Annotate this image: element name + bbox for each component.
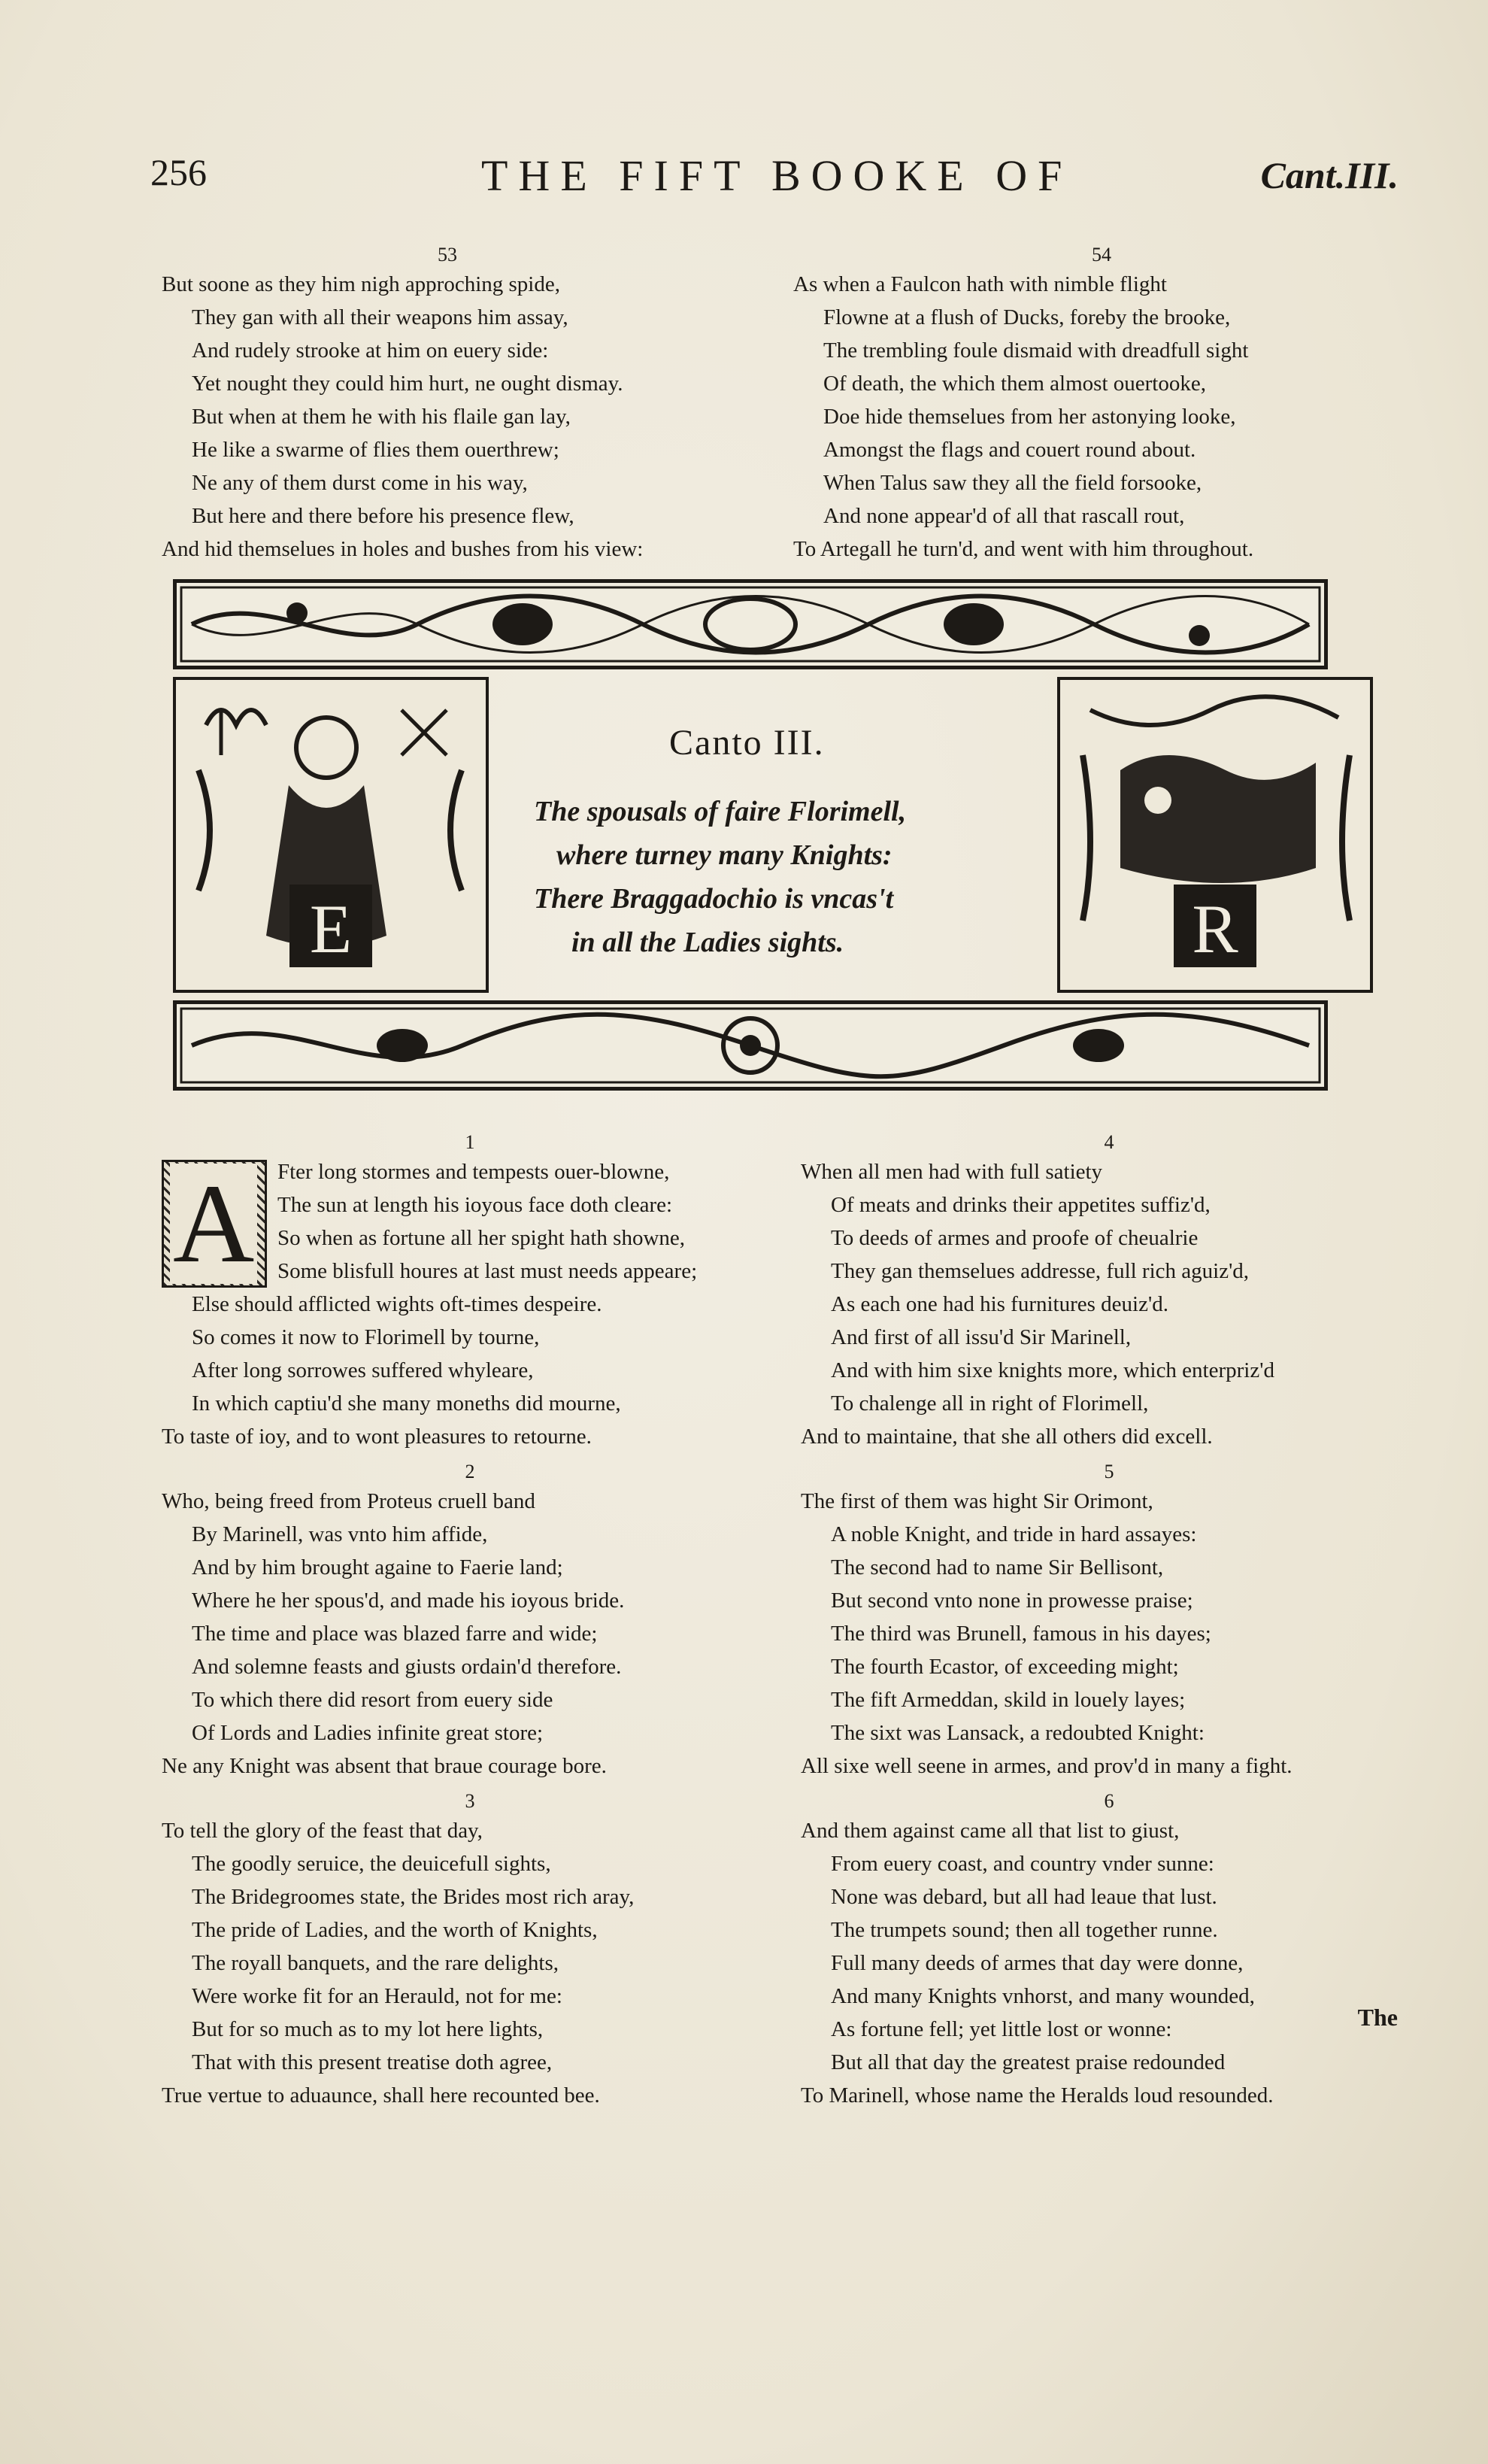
verse-line: Amongst the flags and couert round about. (823, 438, 1196, 462)
verse-line: That with this present treatise doth agree, (192, 2050, 553, 2074)
verse-line: And none appear'd of all that rascall rout, (823, 504, 1185, 528)
argument-line: There Braggadochio is vncas't (534, 883, 894, 915)
verse-line: To deeds of armes and proofe of cheualrie (831, 1226, 1199, 1250)
ornament-panel-left (173, 677, 489, 993)
argument-line: The spousals of faire Florimell, (534, 796, 907, 827)
verse-line: To Artegall he turn'd, and went with him throughout. (793, 537, 1254, 561)
verse-line: The second had to name Sir Bellisont, (831, 1555, 1164, 1579)
stanza-53 (162, 242, 733, 566)
verse-line: True vertue to aduaunce, shall here recounted bee. (162, 2083, 600, 2107)
stanza-1 (162, 1130, 778, 1453)
verse-line: To tell the glory of the feast that day, (162, 1819, 483, 1843)
verse-line: And by him brought againe to Faerie land; (192, 1555, 563, 1579)
initial-letter-left: E (289, 885, 372, 967)
stanza-4 (801, 1130, 1417, 1453)
verse-line: So when as fortune all her spight hath showne, (277, 1226, 686, 1250)
stanza-number: 5 (1104, 1461, 1114, 1482)
stanza-3 (162, 1789, 778, 2112)
ornament-panel-right (1057, 677, 1373, 993)
verse-line: As each one had his furnitures deuiz'd. (831, 1292, 1168, 1316)
verse-line: But all that day the greatest praise redounded (831, 2050, 1226, 2074)
verse-line: From euery coast, and country vnder sunne: (831, 1852, 1214, 1876)
verse-line: So comes it now to Florimell by tourne, (192, 1325, 540, 1349)
verse-line: Doe hide themselues from her astonying looke, (823, 405, 1236, 429)
verse-line: And rudely strooke at him on euery side: (192, 338, 549, 363)
verse-line: The time and place was blazed farre and wide; (192, 1622, 598, 1646)
verse-line: A noble Knight, and tride in hard assayes: (831, 1522, 1197, 1546)
verse-line: The fourth Ecastor, of exceeding might; (831, 1655, 1179, 1679)
argument-line: in all the Ladies sights. (571, 927, 844, 958)
ornament-band-top (173, 579, 1328, 669)
verse-line: To taste of ioy, and to wont pleasures to retourne. (162, 1425, 592, 1449)
stanza-number: 54 (1092, 244, 1111, 266)
verse-line: Some blisfull houres at last must needs appeare; (277, 1259, 698, 1283)
running-title: THE FIFT BOOKE OF (481, 151, 1073, 200)
canto-heading (496, 677, 1050, 993)
verse-line: In which captiu'd she many moneths did mourne, (192, 1391, 621, 1416)
stanza-2 (162, 1459, 778, 1783)
verse-line: Where he her spous'd, and made his ioyous bride. (192, 1589, 625, 1613)
canto-ornament (173, 579, 1328, 1091)
left-column (162, 1130, 778, 2118)
drop-cap-initial: A (162, 1160, 267, 1288)
verse-line: Of death, the which them almost ouertooke, (823, 372, 1206, 396)
stanza-6 (801, 1789, 1417, 2112)
verse-line: The sixt was Lansack, a redoubted Knight: (831, 1721, 1205, 1745)
verse-line: Who, being freed from Proteus cruell band (162, 1489, 535, 1513)
stanza-number: 1 (465, 1131, 475, 1153)
verse-line: The royall banquets, and the rare delights, (192, 1951, 559, 1975)
page-number: 256 (150, 151, 207, 193)
stanza-number: 53 (438, 244, 457, 266)
verse-line: And hid themselues in holes and bushes from his view: (162, 537, 644, 561)
canto-reference: Cant.III. (1260, 154, 1399, 196)
verse-line: The pride of Ladies, and the worth of Knights, (192, 1918, 598, 1942)
verse-line: Full many deeds of armes that day were donne, (831, 1951, 1244, 1975)
canto-title: Canto III. (669, 723, 825, 763)
verse-line: Of Lords and Ladies infinite great store; (192, 1721, 544, 1745)
verse-line: Ne any of them durst come in his way, (192, 471, 528, 495)
verse-line: But soone as they him nigh approching spide, (162, 272, 560, 296)
verse-line: The fift Armeddan, skild in louely layes; (831, 1688, 1186, 1712)
verse-line: The first of them was hight Sir Orimont, (801, 1489, 1153, 1513)
verse-line: By Marinell, was vnto him affide, (192, 1522, 488, 1546)
verse-line: To which there did resort from euery side (192, 1688, 553, 1712)
verse-line: They gan themselues addresse, full rich aguiz'd, (831, 1259, 1250, 1283)
verse-line: The sun at length his ioyous face doth cleare: (277, 1193, 673, 1217)
verse-line: The trembling foule dismaid with dreadfull sight (823, 338, 1249, 363)
stanza-5 (801, 1459, 1417, 1783)
verse-line: Were worke fit for an Herauld, not for me: (192, 1984, 562, 2008)
verse-line: As when a Faulcon hath with nimble flight (793, 272, 1167, 296)
argument-line: where turney many Knights: (556, 839, 892, 871)
verse-line: They gan with all their weapons him assay, (192, 305, 568, 329)
verse-line: Fter long stormes and tempests ouer-blowne, (277, 1160, 670, 1184)
ornament-band-bottom (173, 1000, 1328, 1091)
catchword: The (1357, 2004, 1398, 2031)
verse-line: Of meats and drinks their appetites suffiz'd, (831, 1193, 1211, 1217)
verse-line: And solemne feasts and giusts ordain'd therefore. (192, 1655, 622, 1679)
verse-line: The Bridegroomes state, the Brides most rich aray, (192, 1885, 635, 1909)
verse-line: When Talus saw they all the field forsooke, (823, 471, 1202, 495)
canto-argument (534, 790, 906, 964)
verse-line: The goodly seruice, the deuicefull sights, (192, 1852, 551, 1876)
verse-line: But here and there before his presence flew, (192, 504, 574, 528)
verse-line: As fortune fell; yet little lost or wonne: (831, 2017, 1172, 2041)
verse-line: To Marinell, whose name the Heralds loud resounded. (801, 2083, 1274, 2107)
verse-line: And to maintaine, that she all others did excell. (801, 1425, 1213, 1449)
verse-line: Else should afflicted wights oft-times despeire. (192, 1292, 602, 1316)
verse-line: And many Knights vnhorst, and many wounded, (831, 1984, 1255, 2008)
stanza-number: 6 (1104, 1790, 1114, 1812)
verse-line: Ne any Knight was absent that braue courage bore. (162, 1754, 607, 1778)
vine-scroll-icon (177, 1004, 1324, 1087)
verse-line: All sixe well seene in armes, and prov'd in many a fight. (801, 1754, 1293, 1778)
verse-line: But second vnto none in prowesse praise; (831, 1589, 1193, 1613)
verse-line: And first of all issu'd Sir Marinell, (831, 1325, 1132, 1349)
verse-line: But for so much as to my lot here lights, (192, 2017, 544, 2041)
verse-line: After long sorrowes suffered whyleare, (192, 1358, 534, 1382)
verse-line: And them against came all that list to giust, (801, 1819, 1180, 1843)
verse-line: To chalenge all in right of Florimell, (831, 1391, 1149, 1416)
verse-line: Flowne at a flush of Ducks, foreby the brooke, (823, 305, 1231, 329)
verse-line: The third was Brunell, famous in his dayes; (831, 1622, 1211, 1646)
page-header (150, 150, 1399, 203)
right-column (801, 1130, 1417, 2118)
verse-line: Yet nought they could him hurt, ne ought dismay. (192, 372, 623, 396)
verse-line: The trumpets sound; then all together runne. (831, 1918, 1218, 1942)
verse-line: And with him sixe knights more, which enterpriz'd (831, 1358, 1274, 1382)
vine-scroll-icon (177, 583, 1324, 666)
stanza-number: 3 (465, 1790, 475, 1812)
stanza-number: 4 (1104, 1131, 1114, 1153)
verse-line: He like a swarme of flies them ouerthrew; (192, 438, 559, 462)
verse-line: None was debard, but all had leaue that lust. (831, 1885, 1217, 1909)
stanza-number: 2 (465, 1461, 475, 1482)
dropcap-block (162, 1155, 778, 1288)
verse-line: When all men had with full satiety (801, 1160, 1103, 1184)
verse-line: But when at them he with his flaile gan lay, (192, 405, 571, 429)
initial-letter-right: R (1174, 885, 1256, 967)
stanza-54 (793, 242, 1410, 566)
